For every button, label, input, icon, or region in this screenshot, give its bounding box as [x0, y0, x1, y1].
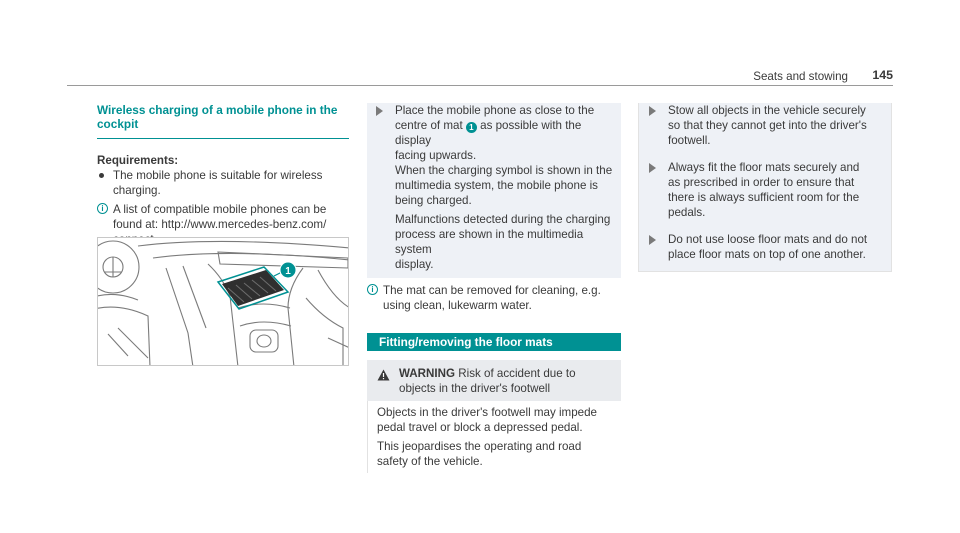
info-note — [367, 283, 621, 313]
step-text-part: as possible with the display — [395, 119, 582, 147]
malfunction-text: process are shown in the multimedia system — [395, 228, 584, 256]
step-text: pedals. — [668, 206, 706, 219]
instruction-step — [639, 103, 891, 148]
step-text: as prescribed in order to ensure that — [668, 176, 855, 189]
panel-padding — [639, 262, 891, 271]
step-text: Place the mobile phone as close to the — [395, 104, 595, 117]
warning-body — [367, 401, 621, 473]
arrow-right-icon — [649, 235, 656, 245]
warning-line — [399, 366, 613, 381]
warning-body-text: Objects in the driver's footwell may impede — [377, 406, 598, 419]
page-number: 145 — [872, 68, 893, 82]
requirement-text: charging. — [113, 184, 161, 197]
step-text-part: centre of mat — [395, 119, 463, 132]
warning-triangle-icon — [377, 369, 390, 381]
step-text: there is always sufficient room for the — [668, 191, 860, 204]
cockpit-drawing — [98, 238, 349, 366]
callout-badge: 1 — [466, 122, 477, 133]
warning-label: WARNING — [399, 367, 456, 380]
wireless-charging-column — [97, 103, 349, 247]
arrow-right-icon — [376, 106, 383, 116]
header-section-title: Seats and stowing — [753, 70, 848, 83]
step-text: Do not use loose floor mats and do not — [668, 233, 868, 246]
warning-body-text: This jeopardises the operating and road — [377, 440, 582, 453]
section-title-floor-mats: Fitting/removing the floor mats — [367, 333, 621, 351]
instructions-column — [367, 103, 621, 473]
section-title-wireless-charging — [97, 103, 349, 139]
requirements-label: Requirements: — [97, 154, 179, 167]
info-text: found at: http://www.mercedes-benz.com/ — [113, 218, 327, 231]
header-divider — [67, 85, 893, 86]
step-text: footwell. — [668, 134, 711, 147]
step-text: Always fit the floor mats securely and — [668, 161, 860, 174]
warning-body-text: safety of the vehicle. — [377, 455, 483, 468]
info-icon: i — [367, 284, 378, 295]
step-text — [395, 118, 615, 148]
malfunction-text: display. — [395, 258, 434, 271]
malfunction-text: Malfunctions detected during the charging — [395, 213, 611, 226]
step-text: Stow all objects in the vehicle securely — [668, 104, 866, 117]
instruction-step — [367, 103, 621, 278]
malfunction-note — [395, 212, 615, 272]
instruction-step — [639, 148, 891, 220]
info-icon: i — [97, 203, 108, 214]
step-text: multimedia system, the mobile phone is — [395, 179, 598, 192]
step-text: When the charging symbol is shown in the — [395, 164, 613, 177]
info-text: using clean, lukewarm water. — [383, 299, 532, 312]
bullet-icon — [99, 173, 104, 178]
warning-header — [367, 360, 621, 401]
step-text: so that they cannot get into the driver's — [668, 119, 867, 132]
warning-text: Risk of accident due to — [458, 367, 576, 380]
arrow-right-icon — [649, 163, 656, 173]
warning-body-text: pedal travel or block a depressed pedal. — [377, 421, 583, 434]
title-line: cockpit — [97, 117, 139, 131]
cockpit-charging-illustration — [97, 237, 349, 366]
callout-number: 1 — [285, 266, 291, 277]
step-text: being charged. — [395, 194, 472, 207]
warning-text: objects in the driver's footwell — [399, 382, 551, 395]
floor-mat-steps-column — [638, 103, 892, 272]
title-line: Wireless charging of a mobile phone in the — [97, 103, 338, 117]
instruction-step — [639, 220, 891, 262]
arrow-right-icon — [649, 106, 656, 116]
info-text: A list of compatible mobile phones can be — [113, 203, 327, 216]
info-text: The mat can be removed for cleaning, e.g. — [383, 284, 601, 297]
requirement-text: The mobile phone is suitable for wireless — [113, 169, 323, 182]
step-text: facing upwards. — [395, 149, 477, 162]
requirement-item — [97, 168, 349, 198]
step-text: place floor mats on top of one another. — [668, 248, 866, 261]
